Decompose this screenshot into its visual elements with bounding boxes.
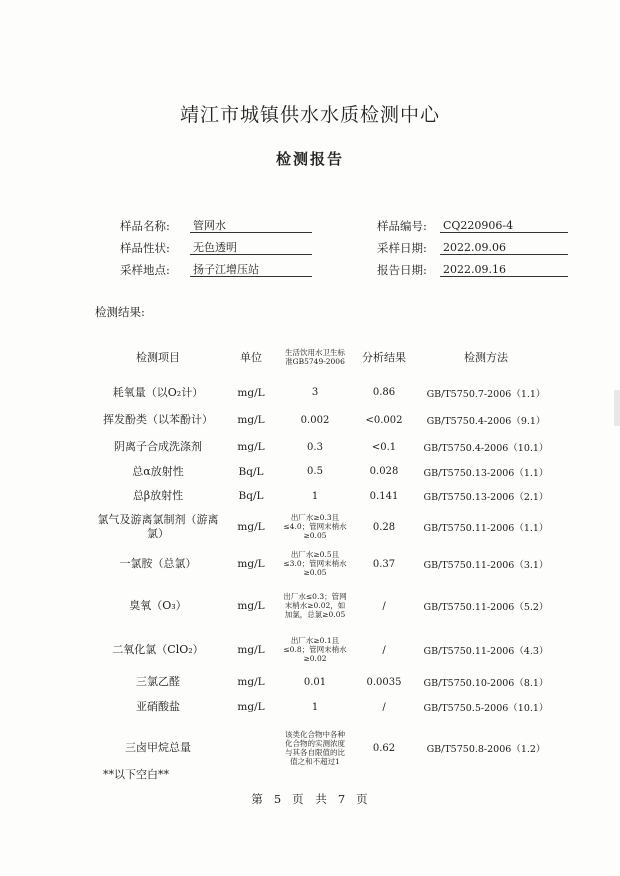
row-result: 0.0035 [366, 676, 402, 688]
page-suffix: 页 [356, 792, 369, 806]
row-standard: 0.01 [303, 676, 327, 688]
row-method: GB/T5750.10-2006（8.1） [423, 678, 549, 689]
row-standard: 3 [311, 387, 319, 398]
row-unit: mg/L [237, 414, 265, 426]
row-item: 亚硝酸盐 [136, 700, 180, 713]
sample-name-value: 管网水 [190, 218, 312, 233]
table-row [93, 405, 555, 435]
org-title: 靖江市城镇供水水质检测中心 [179, 104, 440, 126]
row-method: GB/T5750.8-2006（1.2） [426, 744, 546, 755]
row-result: 0.62 [372, 742, 396, 754]
row-result: 0.028 [369, 466, 399, 477]
row-item: 总β放射性 [132, 489, 184, 502]
report-date-label: 报告日期: [377, 263, 427, 277]
page-mid: 页 共 [292, 792, 328, 806]
row-method: GB/T5750.11-2006（5.2） [423, 602, 549, 613]
sampling-site-label: 采样地点: [120, 263, 170, 277]
page-total: 7 [337, 792, 347, 806]
table-header-row [93, 334, 555, 380]
row-result: / [382, 600, 386, 612]
sampling-date-label: 采样日期: [377, 241, 427, 255]
row-method: GB/T5750.11-2006（3.1） [423, 560, 549, 571]
row-item: 阴离子合成洗涤剂 [114, 440, 202, 453]
row-standard: 1 [311, 701, 319, 713]
row-unit: Bq/L [238, 490, 264, 502]
results-table [93, 334, 555, 776]
table-row [93, 546, 555, 582]
row-item: 挥发酚类（以苯酚计） [103, 413, 213, 426]
row-result: <0.1 [371, 441, 397, 453]
sample-no-value: CQ220906-4 [440, 218, 568, 233]
row-standard: 0.5 [307, 466, 323, 477]
sample-nature-value: 无色透明 [190, 240, 312, 255]
table-row [93, 380, 555, 405]
row-result: <0.002 [365, 414, 403, 426]
row-method: GB/T5750.13-2006（2.1） [423, 492, 549, 503]
row-item: 三氯乙醛 [136, 675, 180, 688]
row-standard: 出厂水≥0.1且≤0.8；管网末梢水≥0.02 [283, 636, 347, 663]
table-row [93, 630, 555, 670]
row-standard: 出厂水≥0.5且≤3.0；管网末梢水≥0.05 [283, 550, 347, 577]
row-method: GB/T5750.4-2006（10.1） [423, 443, 549, 454]
row-standard: 1 [311, 490, 319, 502]
row-unit: mg/L [237, 701, 265, 713]
row-method: GB/T5750.5-2006（10.1） [423, 703, 549, 714]
row-result: / [382, 644, 386, 656]
row-unit: Bq/L [238, 465, 264, 478]
row-item: 臭氧（O₃） [129, 599, 187, 612]
row-standard: 出厂水≥0.3且≤4.0；管网末梢水≥0.05 [283, 513, 347, 540]
sample-no-label: 样品编号: [377, 219, 427, 233]
row-unit: mg/L [237, 386, 265, 399]
table-row [93, 508, 555, 546]
header-standard: 生活饮用水卫生标准GB5749-2006 [285, 347, 345, 366]
results-label: 检测结果: [95, 305, 145, 319]
row-result: 0.37 [372, 558, 396, 570]
sample-name-label: 样品名称: [120, 219, 170, 233]
header-result: 分析结果 [362, 351, 406, 364]
page-current: 5 [273, 792, 283, 806]
row-unit: mg/L [237, 558, 265, 570]
row-method: GB/T5750.11-2006（4.3） [423, 646, 549, 657]
table-row [93, 582, 555, 630]
page-prefix: 第 [251, 792, 264, 806]
row-item: 二氧化氯（ClO₂） [112, 643, 204, 656]
table-row [93, 459, 555, 484]
row-item: 总α放射性 [132, 464, 184, 478]
sampling-site-value: 扬子江增压站 [190, 262, 312, 277]
row-standard: 0.3 [307, 441, 323, 453]
row-unit: mg/L [237, 600, 265, 612]
header-method: 检测方法 [464, 351, 508, 364]
row-unit: mg/L [237, 441, 265, 453]
blank-note: **以下空白** [103, 768, 169, 781]
report-title: 检测报告 [275, 150, 344, 168]
row-item: 三卤甲烷总量 [125, 741, 191, 754]
row-standard: 出厂水≤0.3；管网末梢水≥0.02，如加氯，总氯≥0.05 [283, 592, 347, 619]
row-standard: 0.002 [300, 414, 330, 426]
row-unit: mg/L [237, 676, 265, 688]
table-row [93, 435, 555, 459]
row-unit: mg/L [237, 521, 265, 533]
header-item: 检测项目 [136, 351, 180, 364]
header-unit: 单位 [240, 351, 262, 364]
row-result: 0.86 [372, 387, 396, 398]
table-row [93, 694, 555, 720]
row-method: GB/T5750.7-2006（1.1） [426, 388, 546, 400]
row-unit [223, 720, 279, 776]
edge-seal-mark [614, 390, 620, 426]
table-row [93, 670, 555, 694]
row-standard: 该类化合物中各种化合物的实测浓度与其各自限值的比值之和不超过1 [285, 729, 345, 766]
table-row [93, 484, 555, 508]
row-method: GB/T5750.13-2006（1.1） [423, 467, 549, 479]
row-item: 氯气及游离氯制剂（游离氯） [97, 513, 219, 540]
report-date-value: 2022.09.16 [440, 262, 568, 277]
row-result: 0.141 [369, 490, 399, 502]
sampling-date-value: 2022.09.06 [440, 240, 568, 255]
row-result: / [382, 701, 386, 713]
row-item: 一氯胺（总氯） [119, 557, 197, 570]
page-indicator [0, 791, 620, 807]
sample-nature-label: 样品性状: [120, 241, 170, 255]
row-unit: mg/L [237, 644, 265, 656]
row-method: GB/T5750.11-2006（1.1） [423, 523, 549, 534]
row-item: 耗氧量（以O₂计） [112, 385, 204, 399]
row-method: GB/T5750.4-2006（9.1） [426, 416, 546, 427]
row-result: 0.28 [372, 521, 396, 533]
